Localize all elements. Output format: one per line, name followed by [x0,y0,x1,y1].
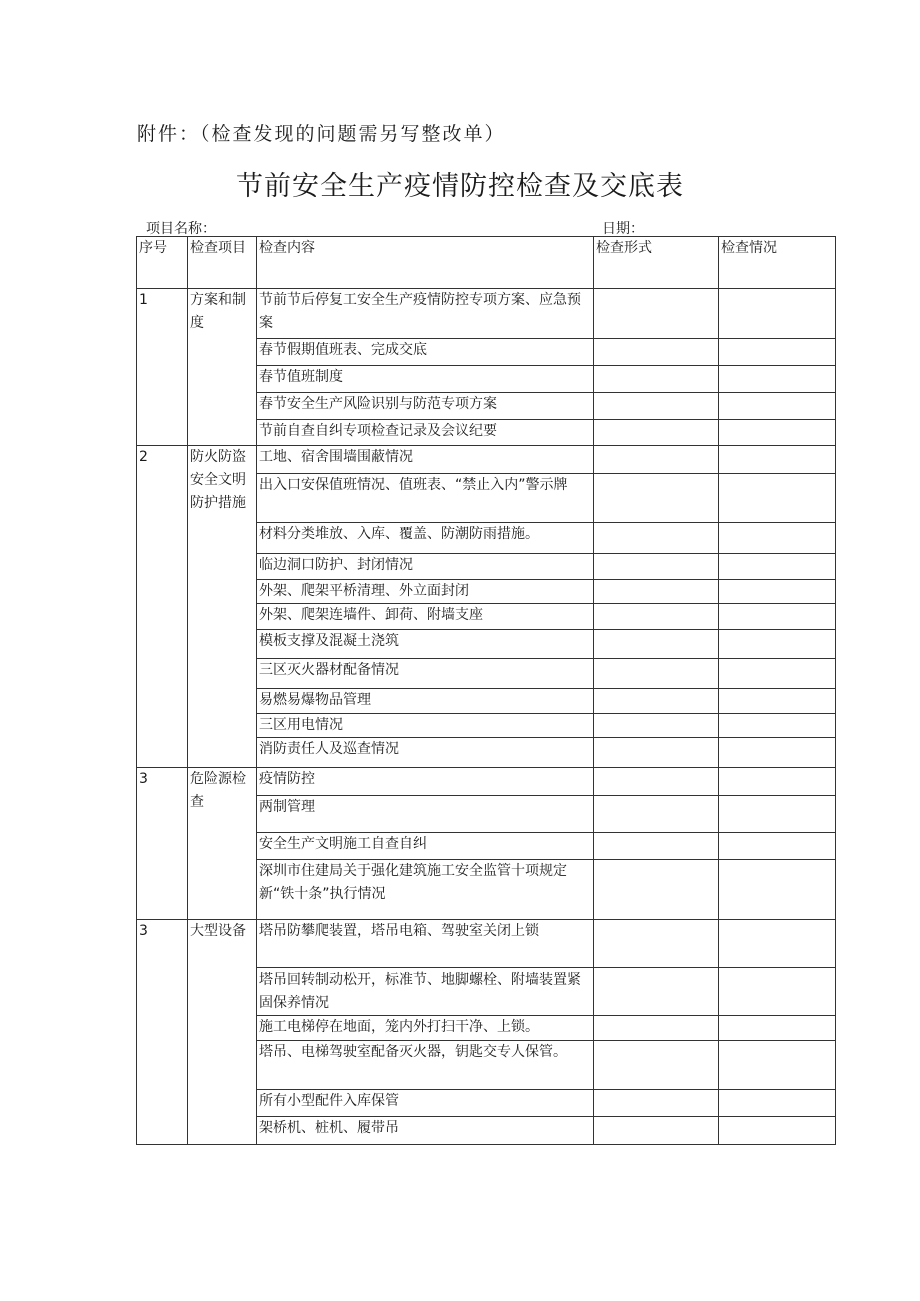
check-content: 安全生产文明施工自查自纠 [257,833,594,860]
check-status-cell[interactable] [719,1041,836,1090]
check-form-cell[interactable] [594,580,719,604]
check-form-cell[interactable] [594,289,719,339]
check-form-cell[interactable] [594,968,719,1016]
check-content: 塔吊回转制动松开，标准节、地脚螺栓、附墙装置紧固保养情况 [257,968,594,1016]
table-row [137,289,836,339]
check-form-cell[interactable] [594,474,719,523]
check-status-cell[interactable] [719,738,836,768]
check-status-cell[interactable] [719,393,836,420]
project-name-label: 项目名称： [146,221,216,237]
check-status-cell[interactable] [719,920,836,968]
check-form-cell[interactable] [594,554,719,580]
check-form-cell[interactable] [594,833,719,860]
check-status-cell[interactable] [719,446,836,474]
check-content: 消防责任人及巡查情况 [257,738,594,768]
check-form-cell[interactable] [594,659,719,689]
form-title: 节前安全生产疫情防控检查及交底表 [236,171,684,202]
check-form-cell[interactable] [594,1016,719,1041]
check-form-cell[interactable] [594,768,719,796]
check-status-cell[interactable] [719,860,836,920]
check-content: 架桥机、桩机、履带吊 [257,1117,594,1145]
check-form-cell[interactable] [594,738,719,768]
check-form-cell[interactable] [594,1090,719,1117]
check-content: 三区用电情况 [257,714,594,738]
check-status-cell[interactable] [719,630,836,659]
table-row [137,920,836,968]
check-content: 三区灭火器材配备情况 [257,659,594,689]
check-content: 塔吊防攀爬装置，塔吊电箱、驾驶室关闭上锁 [257,920,594,968]
check-content: 外架、爬架平桥清理、外立面封闭 [257,580,594,604]
section-item: 防火防盗安全文明防护措施 [188,446,257,768]
check-content: 出入口安保值班情况、值班表、“禁止入内”警示牌 [257,474,594,523]
check-status-cell[interactable] [719,339,836,366]
check-status-cell[interactable] [719,1117,836,1145]
section-item: 危险源检查 [188,768,257,920]
check-form-cell[interactable] [594,860,719,920]
section-item: 方案和制度 [188,289,257,446]
header-form: 检查形式 [594,237,719,289]
check-status-cell[interactable] [719,689,836,714]
inspection-table [136,236,836,1145]
section-number: 3 [137,768,188,920]
check-content: 两制管理 [257,796,594,833]
check-content: 施工电梯停在地面，笼内外打扫干净、上锁。 [257,1016,594,1041]
check-form-cell[interactable] [594,689,719,714]
section-number: 3 [137,920,188,1145]
check-content: 塔吊、电梯驾驶室配备灭火器，钥匙交专人保管。 [257,1041,594,1090]
check-content: 春节安全生产风险识别与防范专项方案 [257,393,594,420]
check-content: 模板支撑及混凝土浇筑 [257,630,594,659]
table-header-row [137,237,836,289]
check-form-cell[interactable] [594,420,719,446]
check-form-cell[interactable] [594,1117,719,1145]
header-no: 序号 [137,237,188,289]
check-status-cell[interactable] [719,474,836,523]
check-content: 节前节后停复工安全生产疫情防控专项方案、应急预案 [257,289,594,339]
header-status: 检查情况 [719,237,836,289]
section-number: 1 [137,289,188,446]
check-form-cell[interactable] [594,339,719,366]
check-status-cell[interactable] [719,366,836,393]
check-status-cell[interactable] [719,420,836,446]
check-form-cell[interactable] [594,523,719,554]
check-form-cell[interactable] [594,630,719,659]
check-form-cell[interactable] [594,446,719,474]
table-row [137,768,836,796]
check-content: 深圳市住建局关于强化建筑施工安全监管十项规定新“铁十条”执行情况 [257,860,594,920]
check-content: 春节值班制度 [257,366,594,393]
check-status-cell[interactable] [719,604,836,630]
check-status-cell[interactable] [719,659,836,689]
check-status-cell[interactable] [719,1090,836,1117]
check-content: 临边洞口防护、封闭情况 [257,554,594,580]
check-status-cell[interactable] [719,523,836,554]
table-row [137,446,836,474]
check-form-cell[interactable] [594,714,719,738]
check-content: 外架、爬架连墙件、卸荷、附墙支座 [257,604,594,630]
check-status-cell[interactable] [719,796,836,833]
check-status-cell[interactable] [719,714,836,738]
check-status-cell[interactable] [719,289,836,339]
check-content: 节前自查自纠专项检查记录及会议纪要 [257,420,594,446]
check-content: 所有小型配件入库保管 [257,1090,594,1117]
header-item: 检查项目 [188,237,257,289]
check-form-cell[interactable] [594,366,719,393]
check-content: 工地、宿舍围墙围蔽情况 [257,446,594,474]
check-form-cell[interactable] [594,796,719,833]
check-form-cell[interactable] [594,920,719,968]
check-status-cell[interactable] [719,554,836,580]
check-form-cell[interactable] [594,604,719,630]
annex-note: 附件：（检查发现的问题需另写整改单） [137,123,506,145]
check-status-cell[interactable] [719,833,836,860]
check-content: 易燃易爆物品管理 [257,689,594,714]
check-status-cell[interactable] [719,768,836,796]
check-form-cell[interactable] [594,1041,719,1090]
check-content: 疫情防控 [257,768,594,796]
check-status-cell[interactable] [719,580,836,604]
check-status-cell[interactable] [719,1016,836,1041]
date-label: 日期： [602,221,644,237]
section-item: 大型设备 [188,920,257,1145]
check-content: 春节假期值班表、完成交底 [257,339,594,366]
check-form-cell[interactable] [594,393,719,420]
section-number: 2 [137,446,188,768]
check-status-cell[interactable] [719,968,836,1016]
check-content: 材料分类堆放、入库、覆盖、防潮防雨措施。 [257,523,594,554]
header-content: 检查内容 [257,237,594,289]
